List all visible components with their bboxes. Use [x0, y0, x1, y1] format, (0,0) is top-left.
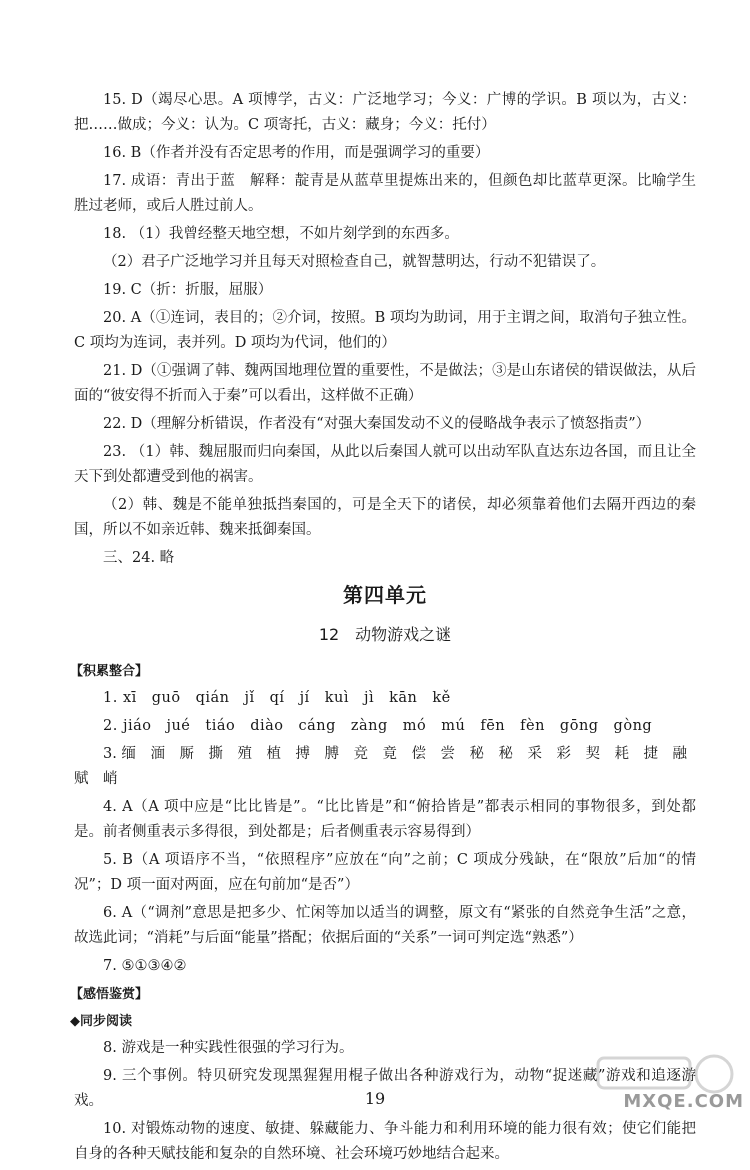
answer-24: 三、24. 略	[103, 550, 175, 566]
accumulation-item-1: 1. xī guō qián jǐ qí jí kuì jì kān kě	[103, 690, 451, 706]
accumulation-item-4: 4. A（A 项中应是“比比皆是”。“比比皆是”和“俯拾皆是”都表示相同的事物很多，到处都是。前者侧重表示多得很，到处都是；后者侧重表示容易得到）	[74, 799, 696, 840]
answer-17: 17. 成语：青出于蓝 解释：靛青是从蓝草里提炼出来的，但颜色却比蓝草更深。比喻学生胜过老师，或后人胜过前人。	[74, 173, 696, 214]
answer-21: 21. D（①强调了韩、魏两国地理位置的重要性，不是做法；③是山东诸侯的错误做法，从后面的“彼安得不折而入于秦”可以看出，这样做不正确）	[74, 363, 696, 404]
section-label-accumulation: 【积累整合】	[70, 664, 149, 679]
watermark-text: MXQE.COM	[623, 1091, 744, 1112]
section-label-appreciation: 【感悟鉴赏】	[70, 987, 149, 1002]
page-number: 19	[364, 1089, 386, 1108]
accumulation-item-2: 2. jiáo jué tiáo diào cáng zàng mó mú fēn fèn gōng gòng	[103, 718, 653, 734]
reading-item-9: 9. 三个事例。特贝研究发现黑猩猩用棍子做出各种游戏行为，动物“捉迷藏”游戏和追逐游戏。	[74, 1068, 696, 1109]
subsection-label-reading: ◆同步阅读	[70, 1014, 132, 1029]
answer-23-1: 23. （1）韩、魏屈服而归向秦国，从此以后秦国人就可以出动军队直达东边各国，而且让全天下到处都遭受到他的祸害。	[74, 444, 696, 485]
page-content	[70, 88, 696, 1170]
answer-19: 19. C（折：折服，屈服）	[103, 282, 273, 298]
accumulation-item-7: 7. ⑤①③④②	[103, 958, 187, 974]
answer-15: 15. D（竭尽心思。A 项博学，古义：广泛地学习；今义：广博的学识。B 项以为，古义：把……做成；今义：认为。C 项寄托，古义：藏身；今义：托付）	[74, 92, 696, 133]
answer-23-2: （2）韩、魏是不能单独抵挡秦国的，可是全天下的诸侯，却必须靠着他们去隔开西边的秦国，所以不如亲近韩、魏来抵御秦国。	[74, 497, 696, 538]
reading-item-8: 8. 游戏是一种实践性很强的学习行为。	[103, 1040, 354, 1056]
answer-18-1: 18. （1）我曾经整天地空想，不如片刻学到的东西多。	[103, 226, 459, 242]
answer-18-2: （2）君子广泛地学习并且每天对照检查自己，就智慧明达，行动不犯错误了。	[103, 254, 606, 270]
answer-22: 22. D（理解分析错误，作者没有“对强大秦国发动不义的侵略战争表示了愤怒指责”）	[103, 416, 651, 432]
accumulation-item-5: 5. B（A 项语序不当，“依照程序”应放在“向”之前；C 项成分残缺，在“限放”后加“的情况”；D 项一面对两面，应在句前加“是否”）	[74, 852, 696, 893]
answer-20: 20. A（①连词，表目的；②介词，按照。B 项均为助词，用于主谓之间，取消句子独立性。C 项均为连词，表并列。D 项均为代词，他们的）	[74, 310, 696, 351]
reading-item-10: 10. 对锻炼动物的速度、敏捷、躲藏能力、争斗能力和利用环境的能力很有效；使它们能把自身的各种天赋技能和复杂的自然环境、社会环境巧妙地结合起来。	[74, 1121, 696, 1162]
accumulation-item-3: 3. 缅 湎 厮 撕 殖 植 搏 膊 竞 竟 偿 尝 秘 秘 采 彩 契 耗 捷 融 赋 峭	[74, 746, 687, 787]
unit-title: 第四单元	[343, 583, 427, 607]
answer-16: 16. B（作者并没有否定思考的作用，而是强调学习的重要）	[103, 145, 490, 161]
lesson-title: 12 动物游戏之谜	[318, 625, 452, 644]
accumulation-item-6: 6. A（“调剂”意思是把多少、忙闲等加以适当的调整，原文有“紧张的自然竞争生活”之意，故选此词；“消耗”与后面“能量”搭配；依据后面的“关系”一词可判定选“熟悉”）	[74, 905, 696, 946]
